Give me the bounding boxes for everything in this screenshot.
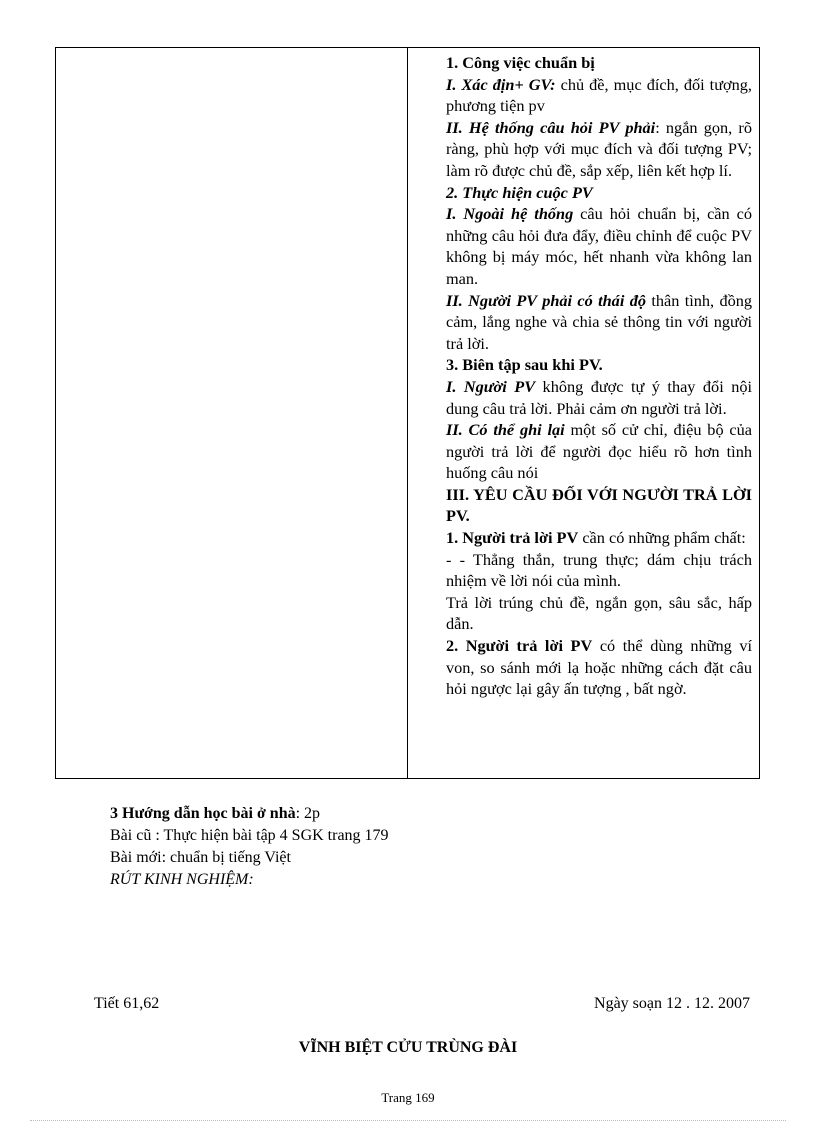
lesson-content-cell bbox=[446, 52, 752, 700]
section-3-heading: 3. Biên tập sau khi PV. bbox=[446, 355, 603, 375]
column-divider bbox=[407, 48, 408, 778]
section-2-heading: 2. Thực hiện cuộc PV bbox=[446, 182, 593, 202]
section-4-item-1: 1. Người trả lời PV cần có những phẩm chất: bbox=[446, 528, 746, 548]
experience-line: RÚT KINH NGHIỆM: bbox=[110, 871, 254, 888]
section-1-item-1: I. Xác địn+ GV: chủ đề, mục đích, đối tượng, phương tiện pv bbox=[446, 74, 752, 116]
lesson-table bbox=[55, 47, 760, 779]
homework-line: 3 Hướng dẫn học bài ở nhà: 2p bbox=[110, 805, 321, 822]
new-lesson-line: Bài mới: chuẩn bị tiếng Việt bbox=[110, 849, 291, 866]
section-4-item-3: Trả lời trúng chủ đề, ngắn gọn, sâu sắc, hấp dẫn. bbox=[446, 592, 752, 634]
section-4-heading: III. YÊU CẦU ĐỐI VỚI NGƯỜI TRẢ LỜI PV. bbox=[446, 484, 752, 526]
section-3-item-1: I. Người PV không được tự ý thay đổi nội dung câu trả lời. Phải cảm ơn người trả lời. bbox=[446, 376, 752, 418]
old-lesson-line: Bài cũ : Thực hiện bài tập 4 SGK trang 179 bbox=[110, 827, 389, 844]
section-4-item-4: 2. Người trả lời PV có thể dùng những ví von, so sánh mới lạ hoặc những cách đặt câu hỏi ngược lại gây ấn tượng , bất ngờ. bbox=[446, 636, 752, 699]
section-2-item-1: I. Ngoài hệ thống câu hỏi chuẩn bị, cần có những câu hỏi đưa đẩy, điều chỉnh để cuộc PV không bị máy móc, hết nhanh vừa không lan man. bbox=[446, 204, 752, 288]
section-3-item-2: II. Có thể ghi lại một số cử chỉ, điệu bộ của người trả lời để người đọc hiểu rõ hơn tình huống câu nói bbox=[446, 420, 752, 483]
lesson-title: VĨNH BIỆT CỬU TRÙNG ĐÀI bbox=[298, 1039, 518, 1056]
section-1-item-2: II. Hệ thống câu hỏi PV phải: ngắn gọn, rõ ràng, phù hợp với mục đích và đối tượng PV; làm rõ được chủ đề, sắp xếp, liên kết hợp lí. bbox=[446, 117, 752, 180]
section-1-heading: 1. Công việc chuẩn bị bbox=[446, 53, 595, 72]
section-4-item-2: - - Thẳng thắn, trung thực; dám chịu trách nhiệm về lời nói của mình. bbox=[446, 549, 752, 591]
page-number: Trang 169 bbox=[381, 1090, 435, 1105]
lesson-number: Tiết 61,62 bbox=[94, 995, 160, 1012]
footer-divider bbox=[30, 1120, 786, 1121]
homework-section bbox=[110, 803, 389, 891]
section-2-item-2: II. Người PV phải có thái độ thân tình, đồng cảm, lắng nghe và chia sẻ thông tin với người trả lời. bbox=[446, 290, 753, 353]
prep-date: Ngày soạn 12 . 12. 2007 bbox=[594, 995, 750, 1012]
